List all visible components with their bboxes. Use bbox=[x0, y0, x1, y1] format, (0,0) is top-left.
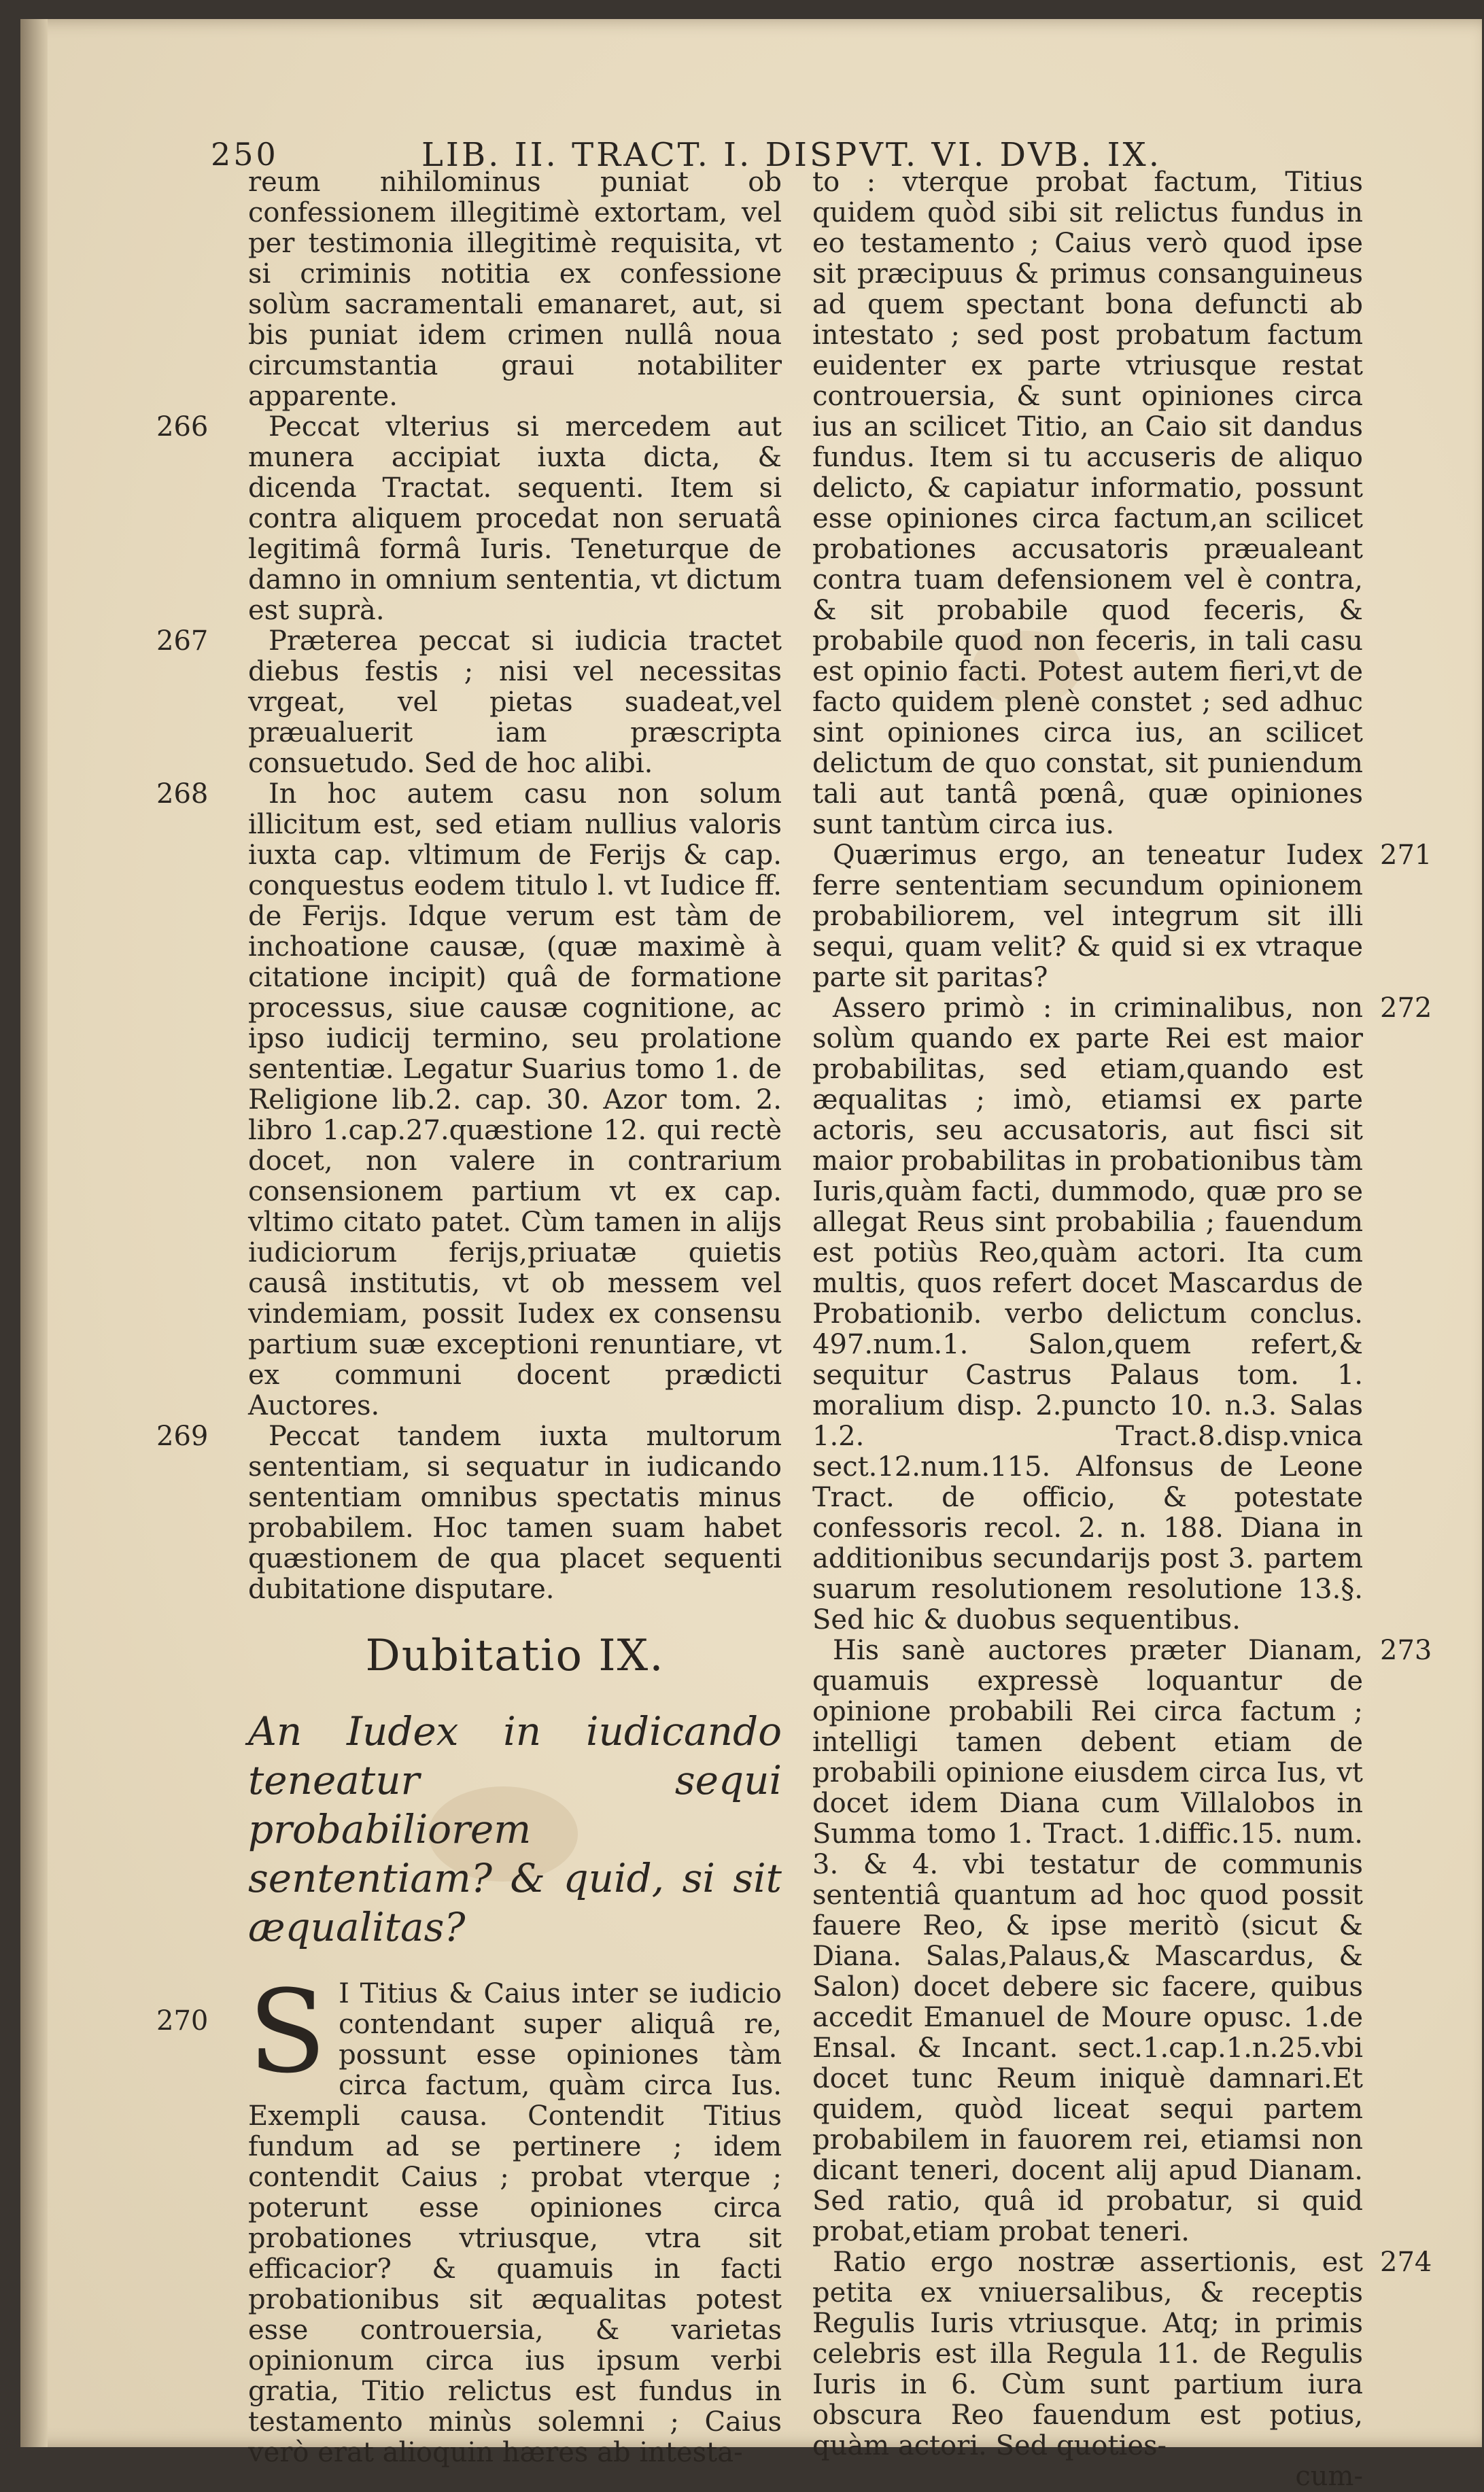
margin-number: 270 bbox=[156, 2005, 209, 2037]
margin-number: 268 bbox=[156, 778, 209, 810]
running-head bbox=[190, 102, 1421, 174]
catchword: cum- bbox=[1295, 2461, 1363, 2492]
margin-number: 267 bbox=[156, 625, 209, 657]
paragraph-268 bbox=[156, 778, 782, 1421]
paragraph-text: Præterea peccat si iudicia tractet diebus festis ; nisi vel necessitas vrgeat, vel pietas suadeat,vel præualuerit iam præscripta consuetudo. Sed de hoc alibi. bbox=[248, 625, 782, 779]
book-page bbox=[20, 19, 1482, 2492]
drop-cap: S bbox=[248, 1965, 327, 2098]
margin-number: 273 bbox=[1380, 1635, 1432, 1666]
dubitatio-question: An Iudex in iudicando teneatur sequi probabiliorem sententiam? & quid, si sit æqualitas? bbox=[248, 1708, 782, 1950]
paragraph-text: Peccat tandem iuxta multorum sententiam, si sequatur in iudicando sententiam omnibus spectatis minus probabilem. Hoc tamen suam habet quæstionem de qua placet sequenti dubitatione disputare. bbox=[248, 1421, 782, 1605]
intro-paragraph: reum nihilominus puniat ob confessionem illegitimè extortam, vel per testimonia illegitimè requisita, vt si criminis notitia ex confessione solùm sacramentali emanaret, aut, si bis puniat idem crimen nullâ noua circumstantia graui notabiliter apparente. bbox=[248, 167, 782, 412]
paragraph-text: In hoc autem casu non solum illicitum est, sed etiam nullius valoris iuxta cap. vltimum de Ferijs & cap. conquestus eodem titulo l. vt Iudice ff. de Ferijs. Idque verum est tàm de inchoatione causæ, (quæ maximè à citatione incipit) quâ de formatione processus, siue causæ cognitione, ac ipso iudicij termino, seu prolatione sententiæ. Legatur Suarius tomo 1. de Religione lib.2. cap. 30. Azor tom. 2. libro 1.cap.27.quæstione 12. qui rectè docet, non valere in contrarium consensionem partium vt ex cap. vltimo citato patet. Cùm tamen in alijs iudiciorum ferijs,priuatæ quietis causâ institutis, vt ob messem vel vindemiam, possit Iudex ex consensu partium suæ exceptioni renuntiare, vt ex communi docent prædicti Auctores. bbox=[248, 778, 782, 1421]
paragraph-text: Ratio ergo nostræ assertionis, est petita ex vniuersalibus, & receptis Regulis Iuris vtriusque. Atq; in primis celebris est illa Regula 11. de Regulis Iuris in 6. Cùm sunt partium iura obscura Reo fauendum est potius, quàm actori. Sed quoties- bbox=[812, 2247, 1363, 2461]
paragraph-273 bbox=[812, 1635, 1432, 2247]
paragraph-272 bbox=[812, 992, 1432, 1636]
margin-number: 274 bbox=[1380, 2247, 1432, 2278]
paragraph-text: His sanè auctores præter Dianam, quamuis expressè loquantur de opinione probabili Rei circa factum ; intelligi tamen debent etiam de probabili opinione eiusdem circa Ius, vt docet idem Diana cum Villalobos in Summa tomo 1. Tract. 1.diffic.15. num. 3. & 4. vbi testatur de communis sententiâ quantum ad hoc quod possit fauere Reo, & ipse meritò (sicut & Diana. Salas,Palaus,& Mascardus, & Salon) docet debere sic facere, quibus accedit Emanuel de Moure opusc. 1.de Ensal. & Incant. sect.1.cap.1.n.25.vbi docet tunc Reum iniquè damnari.Et quidem, quòd liceat sequi partem probabilem in fauorem rei, etiamsi non dicant teneri, docent alij apud Dianam. Sed ratio, quâ id probatur, si quid probat,etiam probat teneri. bbox=[812, 1635, 1363, 2247]
margin-number: 272 bbox=[1380, 992, 1432, 1024]
binding-gutter bbox=[20, 19, 48, 2447]
paragraph-text: Peccat vlterius si mercedem aut munera accipiat iuxta dicta, & dicenda Tractat. sequenti. Item si contra aliquem procedat non seruatâ legitimâ formâ Iuris. Teneturque de damno in omnium sententia, vt dictum est suprà. bbox=[248, 411, 782, 626]
left-column bbox=[156, 167, 782, 2468]
paragraph-266 bbox=[156, 411, 782, 626]
paragraph-271 bbox=[812, 840, 1432, 993]
margin-number: 271 bbox=[1380, 840, 1432, 871]
right-column bbox=[812, 167, 1432, 2492]
continuation-paragraph: to : vterque probat factum, Titius quidem quòd sibi sit relictus fundus in eo testamento ; Caius verò quod ipse sit præcipuus & primus consanguineus ad quem spectant bona defuncti ab intestato ; sed post probatum factum euidenter ex parte vtriusque restat controuersia, & sunt opiniones circa ius an scilicet Titio, an Caio sit dandus fundus. Item si tu accuseris de aliquo delicto, & capiatur informatio, possunt esse opiniones circa factum,an scilicet probationes accusatoris præualeant contra tuam defensionem vel è contra, & sit probabile quod feceris, & probabile quod non feceris, in tali casu est opinio facti. Potest autem fieri,vt de facto quidem plenè constet ; sed adhuc sint opiniones circa ius, an scilicet delictum de quo constat, sit puniendum tali aut tantâ pœnâ, quæ opiniones sunt tantùm circa ius. bbox=[812, 167, 1363, 840]
paragraph-274 bbox=[812, 2247, 1432, 2461]
paragraph-267 bbox=[156, 625, 782, 779]
paragraph-text: I Titius & Caius inter se iudicio contendant super aliquâ re, possunt esse opiniones tàm circa factum, quàm circa Ius. Exempli causa. Contendit Titius fundum ad se pertinere ; idem contendit Caius ; probat vterque ; poterunt esse opiniones circa probationes vtriusque, vtra sit efficacior? & quamuis in facti probationibus sit æqualitas potest esse controuersia, & varietas opinionum circa ius ipsum verbi gratia, Titio relictus est fundus in testamento minùs solemni ; Caius verò erat alioquin hæres ab intesta- bbox=[248, 1978, 782, 2468]
paragraph-text: Assero primò : in criminalibus, non solùm quando ex parte Rei est maior probabilitas, sed etiam,quando est æqualitas ; imò, etiamsi ex parte actoris, seu accusatoris, aut fisci sit maior probabilitas in probationibus tàm Iuris,quàm facti, dummodo, quæ pro se allegat Reus sint probabilia ; fauendum est potiùs Reo,quàm actori. Ita cum multis, quos refert docet Mascardus de Probationib. verbo delictum conclus. 497.num.1. Salon,quem refert,& sequitur Castrus Palaus tom. 1. moralium disp. 2.puncto 10. n.3. Salas 1.2. Tract.8.disp.vnica sect.12.num.115. Alfonsus de Leone Tract. de officio, & potestate confessoris recol. 2. n. 188. Diana in additionibus secundarijs post 3. partem suarum resolutionem resolutione 13.§. Sed hic & duobus sequentibus. bbox=[812, 992, 1363, 1636]
page-number: 250 bbox=[211, 136, 279, 173]
margin-number: 269 bbox=[156, 1421, 209, 1452]
margin-number: 266 bbox=[156, 411, 209, 443]
running-title: LIB. II. TRACT. I. DISPVT. VI. DVB. IX. bbox=[421, 136, 1162, 174]
paragraph-270 bbox=[156, 1965, 782, 2468]
paragraph-269 bbox=[156, 1421, 782, 1605]
dubitatio-heading: Dubitatio IX. bbox=[365, 1631, 665, 1681]
paragraph-text: Quærimus ergo, an teneatur Iudex ferre sententiam secundum opinionem probabiliorem, vel integrum sit illi sequi, quam velit? & quid si ex vtraque parte sit paritas? bbox=[812, 840, 1363, 993]
